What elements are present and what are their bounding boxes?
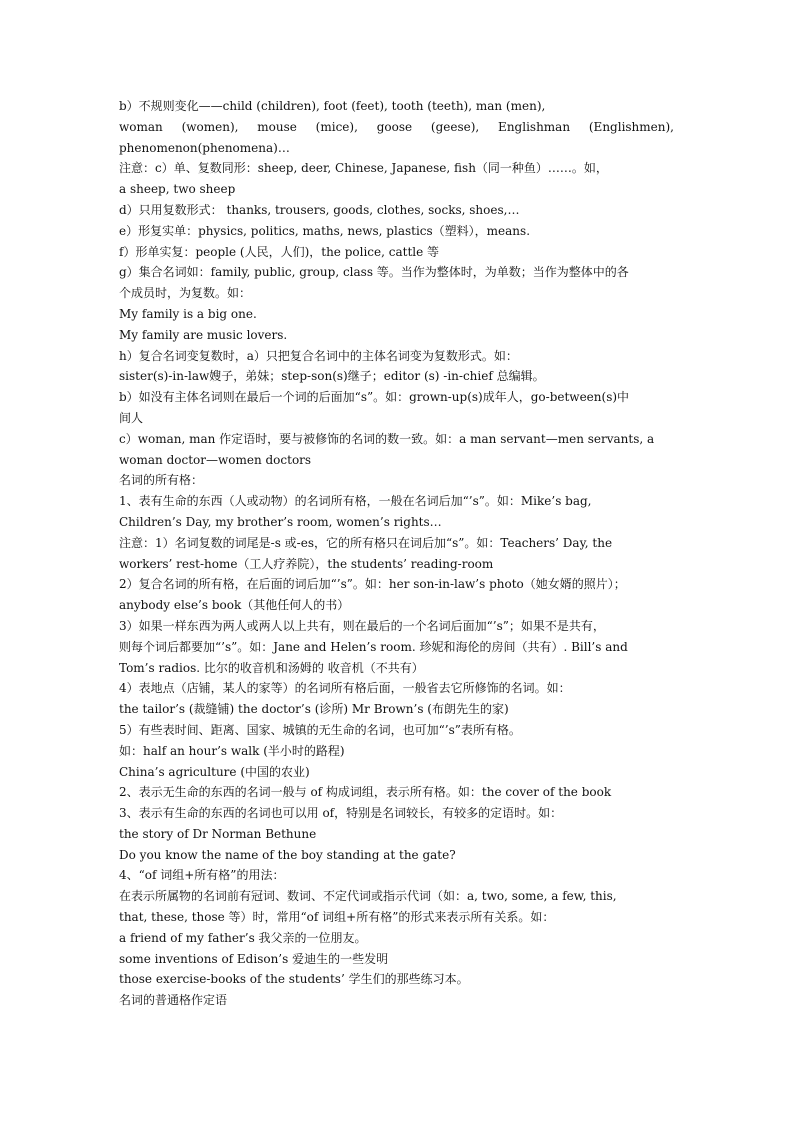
text-line-no-main-noun: b）如没有主体名词则在最后一个词的后面加“s”。如：grown-up(s)成年人，go-between(s)中 — [119, 390, 630, 405]
text-line-phenomenon: phenomenon(phenomena)… — [119, 140, 290, 155]
text-line-boy-at-gate: Do you know the name of the boy standing at the gate? — [119, 847, 456, 862]
text-line-same-form: 注意：c）单、复数同形：sheep, deer, Chinese, Japanese, fish（同一种鱼）……。如， — [119, 161, 608, 176]
text-line-animate-possessive: 1、表有生命的东西（人或动物）的名词所有格，一般在名词后加“’s”。如：Mike’s bag, — [119, 494, 592, 509]
text-line-no-main-noun-cont: 间人 — [119, 410, 144, 425]
text-line-place-possessive: 4）表地点（店铺，某人的家等）的名词所有格后面，一般省去它所修饰的名词。如： — [119, 681, 571, 696]
text-line-half-hour-walk: 如：half an hour’s walk (半小时的路程) — [119, 743, 345, 758]
text-line-joint-possession-example: 则每个词后都要加“’s”。如：Jane and Helen’s room. 珍妮和海伦的房间（共有）. Bill’s and — [119, 639, 628, 654]
text-line-separate-possession: Tom’s radios. 比尔的收音机和汤姆的 收音机（不共有） — [119, 660, 424, 675]
text-line-of-phrase-rule: 在表示所属物的名词前有冠词、数词、不定代词或指示代词（如：a, two, some, a few, this, — [119, 889, 617, 904]
document-page — [119, 96, 674, 1011]
text-line-plural-form-singular: e）形复实单：physics, politics, maths, news, plastics（塑料），means. — [119, 223, 531, 238]
text-line-of-phrase-usage: 4、“of 词组+所有格”的用法： — [119, 868, 285, 883]
text-line-of-inanimate: 2、表示无生命的东西的名词一般与 of 构成词组，表示所有格。如：the cover of the book — [119, 785, 612, 800]
text-line-plural-possessive-cont: workers’ rest-home（工人疗养院），the students’ reading-room — [119, 556, 494, 571]
text-line-edison: some inventions of Edison’s 爱迪生的一些发明 — [119, 951, 389, 966]
text-line-singular-form-plural: f）形单实复：people (人民，人们)，the police, cattle 等 — [119, 244, 440, 259]
text-line-woman-doctor: woman doctor—women doctors — [119, 452, 312, 467]
text-line-exercise-books: those exercise-books of the students’ 学生们的那些练习本。 — [119, 972, 469, 987]
text-line-irregular-plurals: b）不规则变化——child (children), foot (feet), tooth (teeth), man (men), — [119, 99, 546, 113]
section-heading-common-case-attributive: 名词的普通格作定语 — [119, 993, 228, 1008]
text-line-example-family-1: My family is a big one. — [119, 306, 257, 321]
text-line-example-family-2: My family are music lovers. — [119, 327, 288, 342]
text-line-animate-examples: Children’s Day, my brother’s room, women’s rights… — [119, 514, 442, 529]
text-line-china-agriculture: China’s agriculture (中国的农业) — [119, 764, 310, 779]
text-line-compound-examples: sister(s)-in-law嫂子，弟妹；step-son(s)继子；editor (s) -in-chief 总编辑。 — [119, 369, 545, 384]
text-line-of-phrase-rule-cont: that, these, those 等）时，常用“of 词组+所有格”的形式来表示所有关系。如： — [119, 910, 555, 925]
section-heading-possessive: 名词的所有格： — [119, 473, 204, 488]
text-line-compound-nouns: h）复合名词变复数时，a）只把复合名词中的主体名词变为复数形式。如： — [119, 348, 518, 363]
text-line-sheep-example: a sheep, two sheep — [119, 182, 236, 197]
text-line-woman-man-attributive: c）woman, man 作定语时，要与被修饰的名词的数一致。如：a man servant—men servants, a — [119, 431, 655, 446]
text-line-place-examples: the tailor’s (裁缝铺) the doctor’s (诊所) Mr Brown’s (布朗先生的家) — [119, 702, 509, 717]
text-line-plural-only: d）只用复数形式： thanks, trousers, goods, clothes, socks, shoes,… — [119, 202, 520, 217]
text-line-compound-possessive: 2）复合名词的所有格，在后面的词后加“’s”。如：her son-in-law’s photo（她女婿的照片）； — [119, 577, 626, 592]
text-line-of-animate: 3、表示有生命的东西的名词也可以用 of，特别是名词较长，有较多的定语时。如： — [119, 806, 563, 821]
text-line-plural-possessive: 注意：1）名词复数的词尾是-s 或-es，它的所有格只在词后加“s”。如：Teachers’ Day, the — [119, 535, 613, 550]
text-line-friend-of-father: a friend of my father’s 我父亲的一位朋友。 — [119, 930, 367, 945]
text-line-anybody-else: anybody else’s book（其他任何人的书） — [119, 598, 350, 613]
text-line-irregular-plurals-cont: woman (women), mouse (mice), goose (geese), Englishman (Englishmen), — [119, 119, 674, 134]
text-line-collective-nouns: g）集合名词如：family, public, group, class 等。当作为整体时，为单数；当作为整体中的各 — [119, 265, 629, 280]
text-line-bethune: the story of Dr Norman Bethune — [119, 826, 317, 841]
text-line-joint-possession: 3）如果一样东西为两人或两人以上共有，则在最后的一个名词后面加“’s”；如果不是共有， — [119, 618, 605, 633]
text-line-inanimate-s: 5）有些表时间、距离、国家、城镇的无生命的名词，也可加“’s”表所有格。 — [119, 722, 521, 737]
text-line-collective-nouns-cont: 个成员时，为复数。如： — [119, 286, 252, 301]
